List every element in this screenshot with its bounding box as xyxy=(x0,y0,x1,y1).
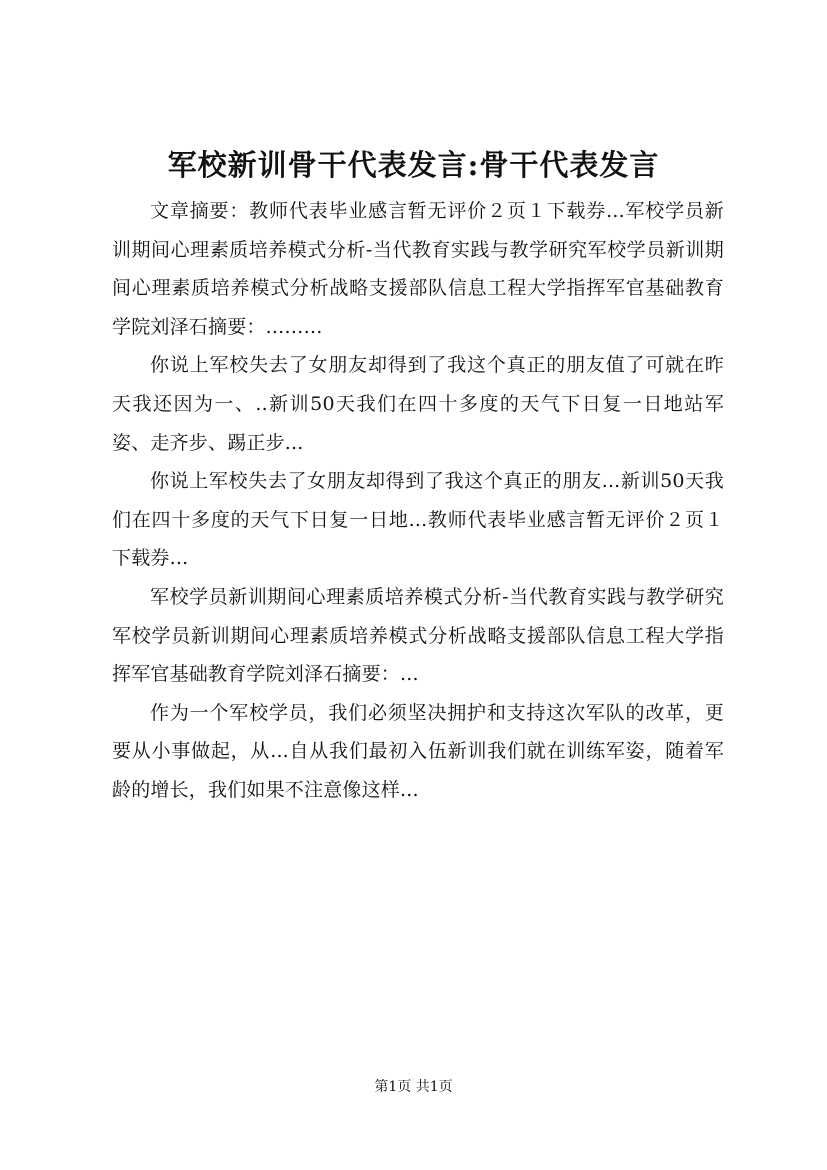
paragraph-4: 军校学员新训期间心理素质培养模式分析-当代教育实践与教学研究军校学员新训期间心理素质培养模式分析战略支援部队信息工程大学指挥军官基础教育学院刘泽石摘要：... xyxy=(112,585,724,686)
paragraph-3: 你说上军校失去了女朋友却得到了我这个真正的朋友...新训50天我们在四十多度的天气下日复一日地...教师代表毕业感言暂无评价２页１下载券... xyxy=(112,470,724,570)
document-body xyxy=(112,192,724,810)
page-number-footer: 第1页 共1页 xyxy=(374,1079,453,1095)
paragraph-abstract: 文章摘要：教师代表毕业感言暂无评价２页１下载券...军校学员新训期间心理素质培养模式分析-当代教育实践与教学研究军校学员新训期间心理素质培养模式分析战略支援部队信息工程大学指挥军官基础教育学院刘泽石摘要：...…… xyxy=(112,200,724,338)
document-title: 军校新训骨干代表发言:骨干代表发言 xyxy=(167,148,660,182)
paragraph-2: 你说上军校失去了女朋友却得到了我这个真正的朋友值了可就在昨天我还因为一、..新训50天我们在四十多度的天气下日复一日地站军姿、走齐步、踢正步... xyxy=(112,354,724,454)
paragraph-5: 作为一个军校学员，我们必须坚决拥护和支持这次军队的改革，更要从小事做起，从...自从我们最初入伍新训我们就在训练军姿，随着军龄的增长，我们如果不注意像这样... xyxy=(112,701,724,801)
